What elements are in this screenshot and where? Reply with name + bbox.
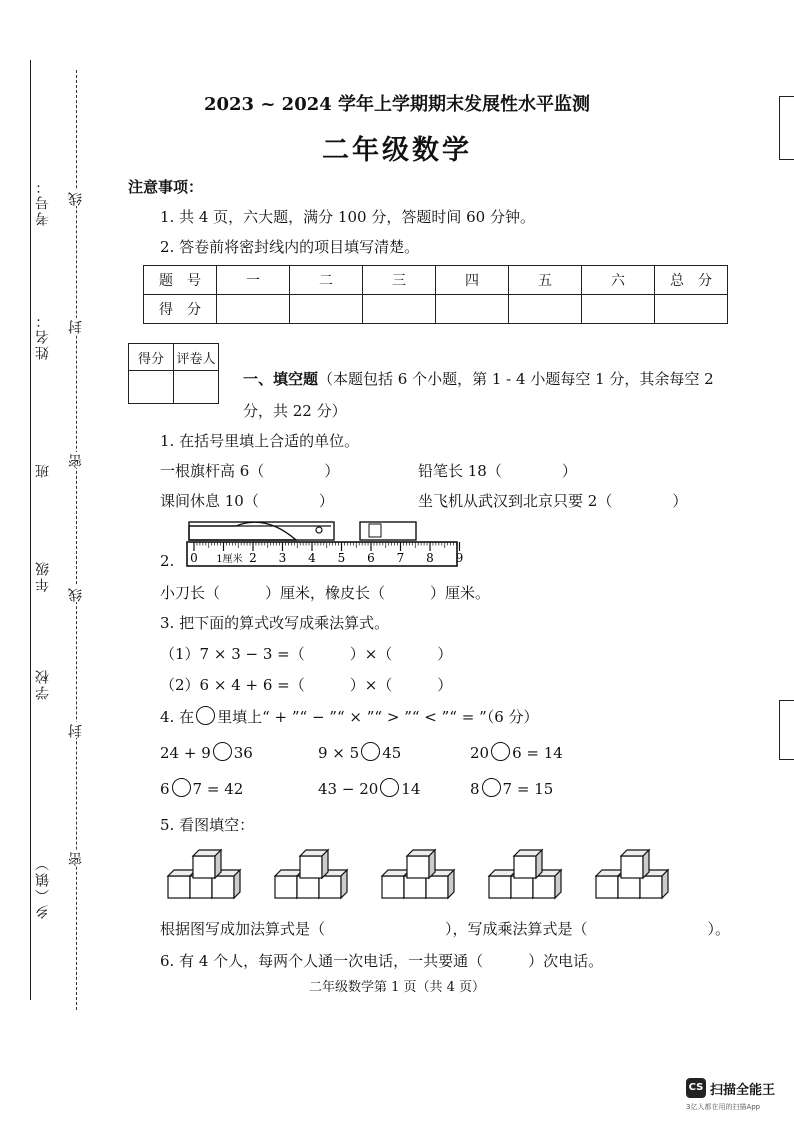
grade-label: 年级 [35,560,51,592]
q4-item: 9 × 5 45 [318,744,402,762]
answer-circle[interactable] [380,778,399,797]
answer-circle[interactable] [491,742,510,761]
grader-name-label: 评卷人 [174,344,219,371]
name-label: 姓名： [35,312,51,360]
seal-word-line-1: 线 [68,190,84,206]
circle-icon [196,706,215,725]
page-footer: 二年级数学第 1 页（共 4 页） [308,980,486,995]
score-header-cell: 总 分 [655,266,728,295]
section1-desc: （本题包括 6 个小题，第 1 - 4 小题每空 1 分，其余每空 2 [318,370,714,388]
answer-circle[interactable] [213,742,232,761]
binding-border-line [30,60,31,1000]
subject-title: 二年级数学 [322,135,472,166]
q4-item: 24 + 9 36 [160,744,253,762]
adjacent-page-box [779,700,794,760]
ruler-number: 7 [396,551,405,565]
ruler-number: 8 [426,551,434,565]
q1-item: 一根旗杆高 6（ ） [160,462,340,480]
class-label: 班 [35,462,51,478]
grader-score-cell[interactable] [129,371,174,404]
q4-item: 43 − 20 14 [318,780,421,798]
section1-desc-cont: 分，共 22 分） [243,402,347,420]
section1-heading [243,368,714,389]
seal-word-secret-1: 密 [68,452,84,468]
seal-word-seal-1: 封 [68,318,84,334]
score-header-cell: 三 [363,266,436,295]
score-header-cell: 四 [436,266,509,295]
q4-item: 8 7 = 15 [470,780,554,798]
score-cell[interactable] [655,295,728,324]
q4-prompt [160,706,539,727]
ruler-number: 0 [190,551,198,565]
ruler-number: 6 [367,551,375,565]
knife-hole [316,527,322,533]
score-header-cell: 一 [217,266,290,295]
school-label: 学校 [35,668,51,700]
cube-shape [514,850,542,878]
answer-circle[interactable] [361,742,380,761]
score-cell[interactable] [363,295,436,324]
score-cell[interactable] [509,295,582,324]
q5-answer-line: 根据图写成加法算式是（ ），写成乘法算式是（ ）。 [160,920,731,938]
township-label: 乡（镇） [35,855,51,919]
q2-number: 2. [160,552,175,570]
camscanner-logo-icon: CS [686,1078,706,1098]
score-table [143,265,728,324]
score-cell[interactable] [582,295,655,324]
q4-prompt-pre: 4. 在 [160,708,195,726]
q4-item: 6 7 = 42 [160,780,244,798]
camscanner-name: 扫描全能王 [710,1083,776,1098]
note-item: 1. 共 4 页，六大题，满分 100 分，答题时间 60 分钟。 [160,208,535,226]
q5-prompt: 5. 看图填空： [160,816,255,834]
ruler-ticks [194,542,460,551]
q3-item: （2）6 × 4 + 6 =（ ）×（ ） [160,676,453,694]
student-id-label: 考号： [35,178,51,226]
q3-prompt: 3. 把下面的算式改写成乘法算式。 [160,614,390,632]
notes-heading: 注意事项： [128,178,204,196]
cube-groups-figure [160,840,660,906]
eraser-shape [360,522,416,540]
ruler-number: 3 [278,551,287,565]
score-row-label: 得 分 [144,295,217,324]
ruler-figure [186,518,464,570]
seal-word-secret-2: 密 [68,850,84,866]
seal-word-line-2: 线 [68,586,84,602]
section1-title: 一、填空题 [243,370,319,388]
q4-item: 20 6 = 14 [470,744,563,762]
knife-shape [189,522,296,540]
cube-shape [300,850,328,878]
score-cell[interactable] [290,295,363,324]
ruler-number: 2 [249,551,257,565]
grader-box [128,343,219,404]
cube-shape [193,850,221,878]
q1-item: 铅笔长 18（ ） [418,462,577,480]
score-header-cell: 六 [582,266,655,295]
q1-item: 课间休息 10（ ） [160,492,334,510]
score-header-cell: 题 号 [144,266,217,295]
exam-title: 2023 ~ 2024 学年上学期期末发展性水平监测 [203,94,591,115]
q1-prompt: 1. 在括号里填上合适的单位。 [160,432,360,450]
q4-prompt-post: 里填上“ + ”“ − ”“ × ”“ > ”“ < ”“ = ”（6 分） [217,708,539,726]
cube-shape [621,850,649,878]
q6-text: 6. 有 4 个人，每两个人通一次电话，一共要通（ ）次电话。 [160,952,604,970]
ruler-number: 4 [308,551,316,565]
grader-name-cell[interactable] [174,371,219,404]
score-header-cell: 五 [509,266,582,295]
q2-answer-line: 小刀长（ ）厘米，橡皮长（ ）厘米。 [160,584,491,602]
q3-item: （1）7 × 3 − 3 =（ ）×（ ） [160,645,453,663]
score-header-cell: 二 [290,266,363,295]
grader-score-label: 得分 [129,344,174,371]
camscanner-tagline: 3亿人都在用的扫描App [686,1103,761,1111]
answer-circle[interactable] [172,778,191,797]
q1-item: 坐飞机从武汉到北京只要 2（ ） [418,492,688,510]
note-item: 2. 答卷前将密封线内的项目填写清楚。 [160,238,420,256]
answer-circle[interactable] [482,778,501,797]
knife-body [189,522,334,540]
seal-word-seal-2: 封 [68,722,84,738]
ruler-number: 5 [337,551,346,565]
ruler-number: 9 [455,551,464,565]
ruler-number: 1厘米 [216,554,243,565]
ruler-numbers [190,551,463,565]
eraser-label [369,524,381,537]
score-cell[interactable] [436,295,509,324]
score-cell[interactable] [217,295,290,324]
cube-shape [407,850,435,878]
seal-line [76,70,77,1010]
